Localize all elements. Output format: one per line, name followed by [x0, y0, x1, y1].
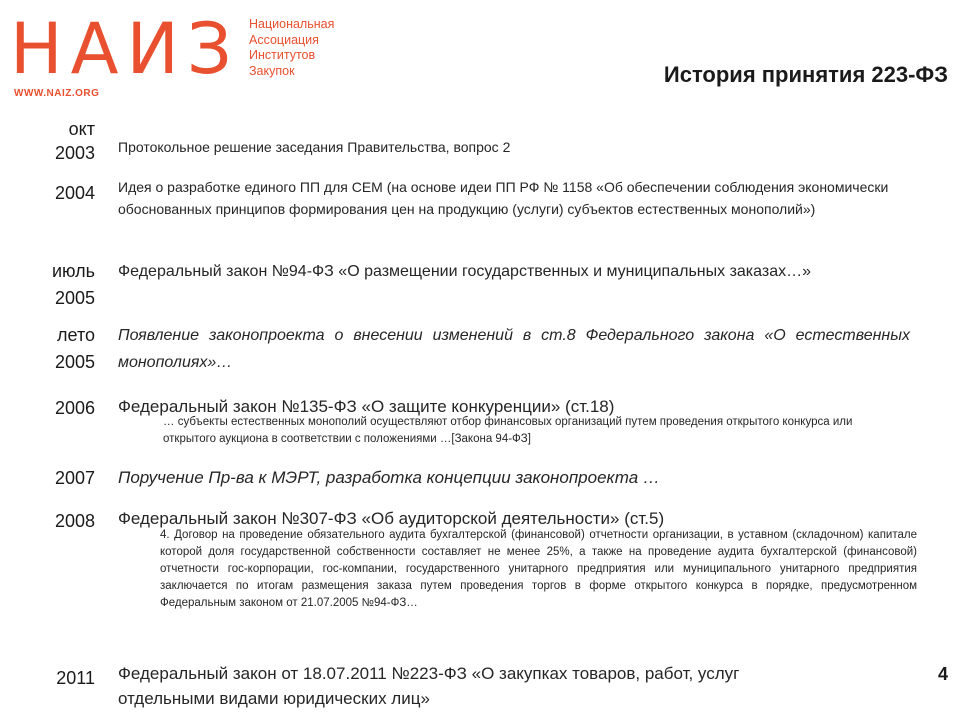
naiz-logo: [10, 8, 340, 104]
logo-subtitle-line: Закупок: [249, 63, 295, 78]
logo-subtitle-line: Ассоциация: [249, 32, 319, 47]
timeline-event: Поручение Пр-ва к МЭРТ, разработка концепции законопроекта …: [118, 468, 660, 487]
timeline-event: Федеральный закон №94-ФЗ «О размещении государственных и муниципальных заказах…»: [118, 263, 812, 280]
timeline-event: Идея о разработке единого ПП для СЕМ (на основе идеи ПП РФ № 1158 «Об обеспечении соблюдения экономически обоснованных принципов формирования цен на продукцию (услуги) субъектов естественных монополий»): [118, 179, 889, 217]
timeline-event: Появление законопроекта о внесении изменений в ст.8 Федерального закона «О естественных монополиях»…: [118, 327, 910, 371]
timeline-event: Федеральный закон №135-ФЗ «О защите конкуренции» (ст.18): [118, 397, 615, 416]
timeline-year: 2004: [54, 183, 95, 203]
timeline-event: Протокольное решение заседания Правительства, вопрос 2: [118, 139, 511, 155]
timeline-event: Федеральный закон №307-ФЗ «Об аудиторской деятельности» (ст.5): [118, 509, 665, 528]
logo-subtitle: [249, 17, 334, 79]
page-number: 4: [937, 664, 948, 684]
timeline-year: июль 2005: [51, 261, 95, 308]
logo-subtitle-line: Институтов: [249, 48, 316, 62]
timeline-year: 2007: [54, 468, 95, 488]
timeline-event: Федеральный закон от 18.07.2011 №223-ФЗ «О закупках товаров, работ, услуг отдельными видами юридических лиц»: [118, 664, 740, 708]
timeline-year: 2006: [54, 398, 95, 418]
timeline-year: окт 2003: [54, 119, 95, 163]
timeline-note: … субъекты естественных монополий осуществляют отбор финансовых организаций путем проведения открытого конкурса или открытого аукциона в соответствии с положениями …[Закона 94-ФЗ]: [163, 416, 853, 445]
logo-url: WWW.NAIZ.ORG: [14, 88, 100, 99]
timeline-note: 4. Договор на проведение обязательного аудита бухгалтерской (финансовой) отчетности организации, в уставном (складочном) капитале которой доля государственной собственности составляет не менее 25%, а также на проведение аудита бухгалтерской (финансовой) отчетности гос-корпорации, гос-компании, государственного унитарного предприятия или муниципального унитарного предприятия заключается по итогам размещения заказа путем проведения торгов в форме открытого конкурса в порядке, предусмотренном Федеральным законом от 21.07.2005 №94-ФЗ…: [160, 529, 917, 609]
timeline-year: лето 2005: [54, 325, 95, 372]
logo-letters: НАИЗ: [10, 8, 240, 90]
timeline-year: 2008: [54, 511, 95, 531]
page-title: История принятия 223-ФЗ: [663, 62, 948, 87]
logo-subtitle-line: Национальная: [249, 17, 335, 31]
timeline-year: 2011: [56, 668, 95, 688]
